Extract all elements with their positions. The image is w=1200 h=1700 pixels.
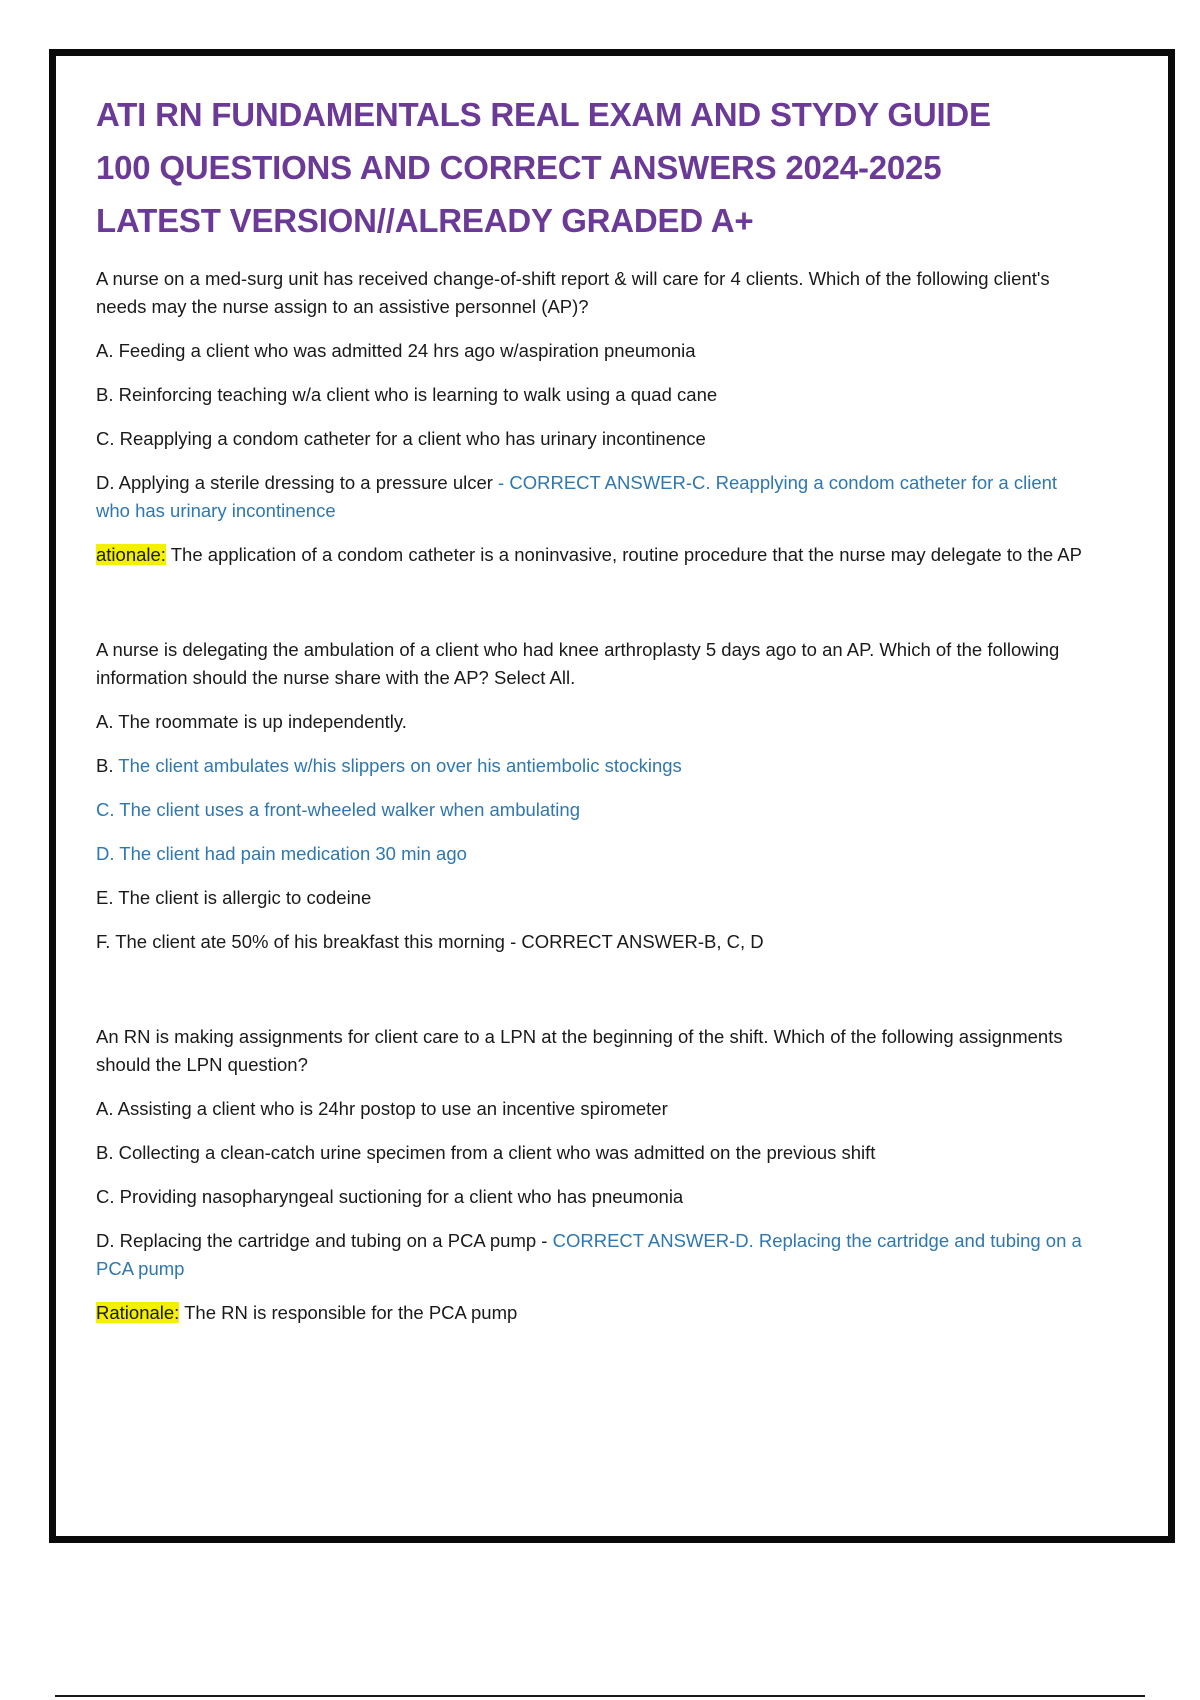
- question-1-option-a: A. Feeding a client who was admitted 24 hrs ago w/aspiration pneumonia: [96, 340, 696, 361]
- question-2-option-d: D. The client had pain medication 30 min ago: [96, 843, 467, 864]
- question-3-stem: An RN is making assignments for client care to a LPN at the beginning of the shift. Which of the following assignments should the LPN question?: [96, 1026, 1063, 1075]
- question-1-rationale-label: ationale:: [96, 544, 166, 565]
- question-1-option-b: B. Reinforcing teaching w/a client who is learning to walk using a quad cane: [96, 384, 718, 405]
- question-3-option-b: B. Collecting a clean-catch urine specimen from a client who was admitted on the previous shift: [96, 1142, 876, 1163]
- question-3-rationale-label: Rationale:: [96, 1302, 180, 1323]
- title-line-1: ATI RN FUNDAMENTALS REAL EXAM AND STYDY GUIDE: [96, 96, 991, 133]
- question-3-option-d: [96, 1227, 1096, 1283]
- question-3-correct-answer: CORRECT ANSWER-D. Replacing the cartridge and tubing on a PCA pump: [96, 1230, 1082, 1279]
- question-2-option-e: E. The client is allergic to codeine: [96, 887, 372, 908]
- question-1-correct-answer: - CORRECT ANSWER-C. Reapplying a condom catheter for a client who has urinary incontinence: [96, 472, 1058, 521]
- question-2-option-b-prefix: B.: [96, 755, 119, 776]
- question-2-option-c: C. The client uses a front-wheeled walker when ambulating: [96, 799, 580, 820]
- question-1-rationale: [96, 541, 1096, 569]
- question-2-option-b: [96, 752, 1096, 780]
- question-2-option-b-text: The client ambulates w/his slippers on over his antiembolic stockings: [118, 755, 682, 776]
- question-1-option-d: [96, 469, 1096, 525]
- question-3-option-d-text: D. Replacing the cartridge and tubing on a PCA pump -: [96, 1230, 553, 1251]
- document-content: [96, 88, 1096, 1343]
- section-gap: [96, 585, 1096, 636]
- question-1-option-d-text: D. Applying a sterile dressing to a pressure ulcer: [96, 472, 493, 493]
- bottom-divider: [55, 1695, 1145, 1697]
- title-line-2: 100 QUESTIONS AND CORRECT ANSWERS 2024-2025: [96, 149, 942, 186]
- question-1-option-c: C. Reapplying a condom catheter for a client who has urinary incontinence: [96, 428, 706, 449]
- question-3-rationale: [96, 1299, 1096, 1327]
- question-1-rationale-text: The application of a condom catheter is a noninvasive, routine procedure that the nurse may delegate to the AP: [165, 544, 1082, 565]
- title-line-3: LATEST VERSION//ALREADY GRADED A+: [96, 202, 754, 239]
- section-gap: [96, 972, 1096, 1023]
- question-2-option-f: F. The client ate 50% of his breakfast this morning - CORRECT ANSWER-B, C, D: [96, 931, 764, 952]
- question-3: [96, 1023, 1096, 1327]
- question-1: [96, 265, 1096, 569]
- question-3-option-a: A. Assisting a client who is 24hr postop to use an incentive spirometer: [96, 1098, 668, 1119]
- question-2-stem: A nurse is delegating the ambulation of a client who had knee arthroplasty 5 days ago to an AP. Which of the following information should the nurse share with the AP? Select All.: [96, 639, 1060, 688]
- question-3-option-c: C. Providing nasopharyngeal suctioning for a client who has pneumonia: [96, 1186, 684, 1207]
- question-2-option-a: A. The roommate is up independently.: [96, 711, 407, 732]
- document-title: [96, 88, 1096, 247]
- question-3-rationale-text: The RN is responsible for the PCA pump: [179, 1302, 518, 1323]
- question-1-stem: A nurse on a med-surg unit has received change-of-shift report & will care for 4 clients. Which of the following client's needs may the nurse assign to an assistive personnel (AP)?: [96, 268, 1050, 317]
- question-2: [96, 636, 1096, 956]
